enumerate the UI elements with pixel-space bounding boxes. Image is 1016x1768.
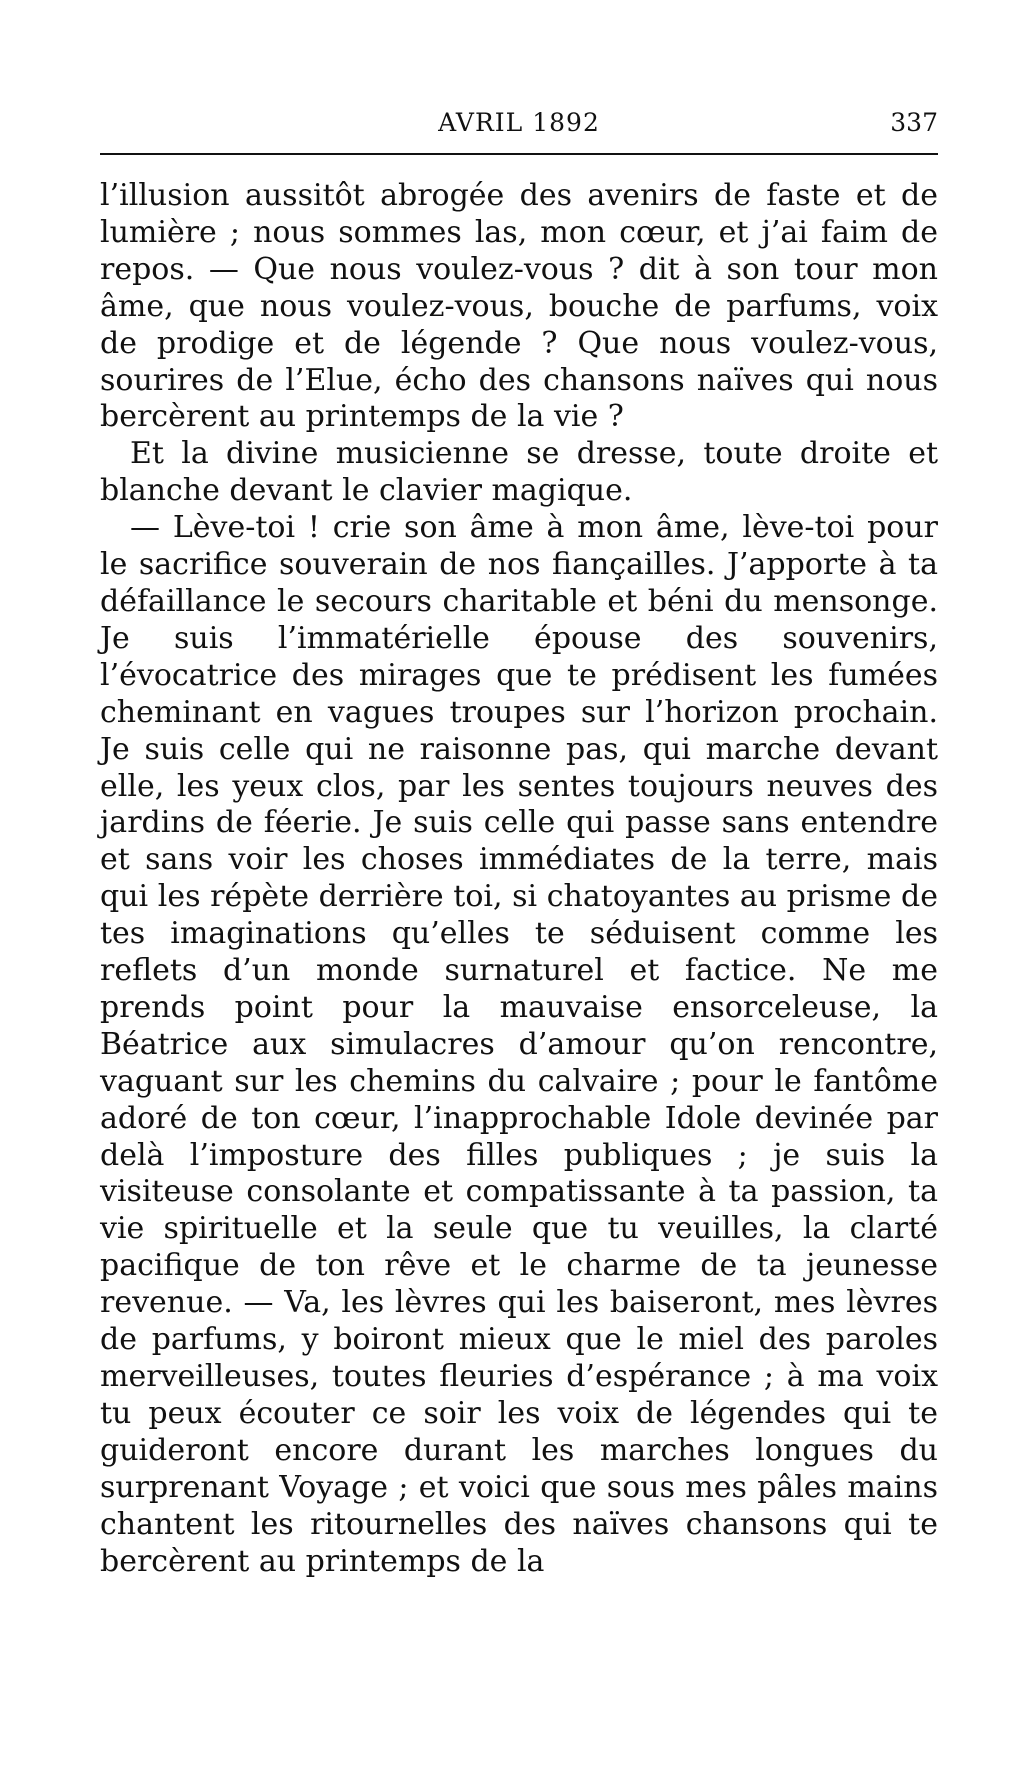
- header-rule: [100, 153, 938, 155]
- page-number: 337: [890, 108, 938, 137]
- page-header: [100, 100, 938, 150]
- paragraph: l’illusion aussitôt abrogée des avenirs de faste et de lumière ; nous sommes las, mon cœur, et j’ai faim de repos. — Que nous voulez-vous ? dit à son tour mon âme, que nous voulez-vous, bouche de parfums, voix de prodige et de légende ? Que nous voulez-vous, sourires de l’Elue, écho des chansons naïves qui nous bercèrent au printemps de la vie ?: [100, 178, 938, 435]
- paragraph: Et la divine musicienne se dresse, toute droite et blanche devant le clavier magique.: [100, 436, 938, 509]
- paragraph: — Lève-toi ! crie son âme à mon âme, lève-toi pour le sacrifice souverain de nos fiançailles. J’apporte à ta défaillance le secours charitable et béni du mensonge. Je suis l’immatérielle épouse des souvenirs, l’évocatrice des mirages que te prédisent les fumées cheminant en vagues troupes sur l’horizon prochain. Je suis celle qui ne raisonne pas, qui marche devant elle, les yeux clos, par les sentes toujours neuves des jardins de féerie. Je suis celle qui passe sans entendre et sans voir les choses immédiates de la terre, mais qui les répète derrière toi, si chatoyantes au prisme de tes imaginations qu’elles te séduisent comme les reflets d’un monde surnaturel et factice. Ne me prends point pour la mauvaise ensorceleuse, la Béatrice aux simulacres d’amour qu’on rencontre, vaguant sur les chemins du calvaire ; pour le fantôme adoré de ton cœur, l’inapprochable Idole devinée par delà l’imposture des filles publiques ; je suis la visiteuse consolante et compatissante à ta passion, ta vie spirituelle et la seule que tu veuilles, la clarté pacifique de ton rêve et le charme de ta jeunesse revenue. — Va, les lèvres qui les baiseront, mes lèvres de parfums, y boiront mieux que le miel des paroles merveilleuses, toutes fleuries d’espérance ; à ma voix tu peux écouter ce soir les voix de légendes qui te guideront encore durant les marches longues du surprenant Voyage ; et voici que sous mes pâles mains chantent les ritournelles des naïves chansons qui te bercèrent au printemps de la: [100, 510, 938, 1579]
- body-text: [100, 178, 938, 1580]
- running-title: AVRIL 1892: [438, 108, 600, 137]
